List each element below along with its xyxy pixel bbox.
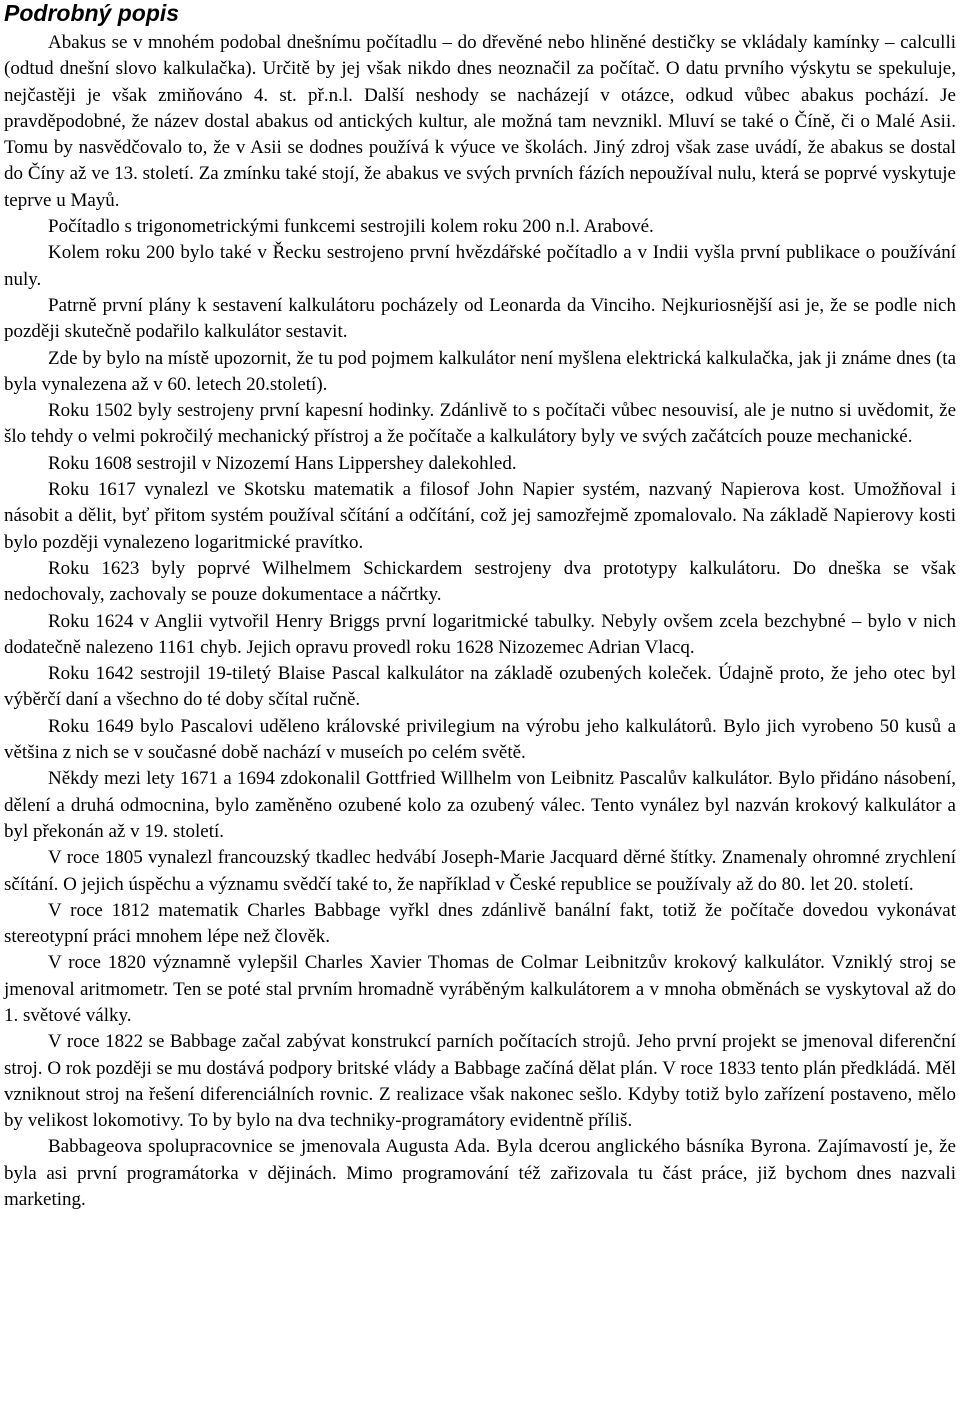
paragraph-1649: Roku 1649 bylo Pascalovi uděleno královské privilegium na výrobu jeho kalkulátorů. Bylo jich vyrobeno 50 kusů a většina z nich se v současné době nachází v museích po celém světě. — [4, 715, 956, 764]
article-body — [4, 30, 956, 1213]
paragraph-1608: Roku 1608 sestrojil v Nizozemí Hans Lippershey dalekohled. — [48, 452, 517, 474]
paragraph-1822: V roce 1822 se Babbage začal zabývat konstrukcí parních počítacích strojů. Jeho první projekt se jmenoval diferenční stroj. O rok později se mu dostává podpory britské vlády a Babbage začíná dělat plán. V roce 1833 tento plán předkládá. Měl vzniknout stroj na řešení diferenciálních rovnic. Z realizace však nakonec sešlo. Kdyby totiž bylo zařízení postaveno, mělo by velikost lokomotivy. To by bylo na dva techniky-programátory evidentně příliš. — [4, 1031, 956, 1132]
paragraph-1502: Roku 1502 byly sestrojeny první kapesní hodinky. Zdánlivě to s počítači vůbec nesouvisí, ale je nutno si uvědomit, že šlo tehdy o velmi pokročilý mechanický přístroj a že počítače a kalkulátory byly ve svých začátcích pouze mechanické. — [4, 400, 956, 448]
paragraph-arabove: Počítadlo s trigonometrickými funkcemi sestrojili kolem roku 200 n.l. Arabové. — [48, 216, 654, 238]
paragraph-1623: Roku 1623 byly poprvé Wilhelmem Schickardem sestrojeny dva prototypy kalkulátoru. Do dneška se však nedochovaly, zachovaly se pouze dokumentace a náčrtky. — [4, 557, 956, 606]
paragraph-recko: Kolem roku 200 bylo také v Řecku sestrojeno první hvězdářské počítadlo a v Indii vyšla první publikace o používání nuly. — [4, 242, 956, 290]
paragraph-1812: V roce 1812 matematik Charles Babbage vyřkl dnes zdánlivě banální fakt, totiž že počítače dovedou vykonávat stereotypní práci mnohem lépe než člověk. — [4, 899, 956, 948]
paragraph-1805: V roce 1805 vynalezl francouzský tkadlec hedvábí Joseph-Marie Jacquard děrné štítky. Znamenaly ohromné zrychlení sčítání. O jejich úspěchu a významu svědčí také to, že například v České republice se používaly až do 80. let 20. století. — [4, 847, 956, 895]
paragraph-leibnitz: Někdy mezi lety 1671 a 1694 zdokonalil Gottfried Willhelm von Leibnitz Pascalův kalkulátor. Bylo přidáno násobení, dělení a druhá odmocnina, bylo zaměněno ozubené kolo za ozubený válec. Tento vynález byl nazván krokový kalkulátor a byl překonán až v 19. století. — [4, 768, 956, 842]
paragraph-leonardo: Patrně první plány k sestavení kalkulátoru pocházely od Leonarda da Vinciho. Nejkuriosnější asi je, že se podle nich později skutečně podařilo kalkulátor sestavit. — [4, 294, 956, 343]
paragraph-1624: Roku 1624 v Anglii vytvořil Henry Briggs první logaritmické tabulky. Nebyly ovšem zcela bezchybné – bylo v nich dodatečně nalezeno 1161 chyb. Jejich opravu provedl roku 1628 Nizozemec Adrian Vlacq. — [4, 610, 956, 658]
section-heading: Podrobný popis — [4, 0, 180, 26]
paragraph-abakus: Abakus se v mnohém podobal dnešnímu počítadlu – do dřevěné nebo hliněné destičky se vkládaly kamínky – calculli (odtud dnešní slovo kalkulačka). Určitě by jej však nikdo dnes neoznačil za počítač. O datu prvního výskytu se spekuluje, nejčastěji je však zmiňováno 4. st. př.n.l. Další neshody se nacházejí v otázce, odkud vůbec abakus pochází. Je pravděpodobné, že název dostal abakus od antických kultur, ale možná tam nevznikl. Mluví se také o Číně, či o Malé Asii. Tomu by nasvědčovalo to, že v Asii se dodnes používá k výuce ve školách. Jiný zdroj však zase uvádí, že abakus se dostal do Číny až ve 13. století. Za zmínku také stojí, že abakus ve svých prvních fázích nepoužíval nulu, která se poprvé vyskytuje teprve u Mayů. — [4, 32, 956, 211]
paragraph-ada: Babbageova spolupracovnice se jmenovala Augusta Ada. Byla dcerou anglického básníka Byrona. Zajímavostí je, že byla asi první programátorka v dějinách. Mimo programování též zařizovala tu část práce, již bychom dnes nazvali marketing. — [4, 1136, 956, 1211]
paragraph-1617: Roku 1617 vynalezl ve Skotsku matematik a filosof John Napier systém, nazvaný Napierova kost. Umožňoval i násobit a dělit, byť přitom systém používal sčítání a odčítání, což jej samozřejmě zpomalovalo. Na základě Napierovy kosti bylo později vynalezeno logaritmické pravítko. — [4, 479, 956, 553]
paragraph-1820: V roce 1820 významně vylepšil Charles Xavier Thomas de Colmar Leibnitzův krokový kalkulátor. Vzniklý stroj se jmenoval aritmometr. Ten se poté stal prvním hromadně vyráběným kalkulátorem a v mnoha obměnách se vyskytoval až do 1. světové války. — [4, 952, 956, 1026]
paragraph-kalkulacka-note: Zde by bylo na místě upozornit, že tu pod pojmem kalkulátor není myšlena elektrická kalkulačka, jak ji známe dnes (ta byla vynalezena až v 60. letech 20.století). — [4, 347, 956, 395]
paragraph-1642: Roku 1642 sestrojil 19-tiletý Blaise Pascal kalkulátor na základě ozubených koleček. Údajně proto, že jeho otec byl výběrčí daní a všechno do té doby sčítal ručně. — [4, 663, 956, 711]
